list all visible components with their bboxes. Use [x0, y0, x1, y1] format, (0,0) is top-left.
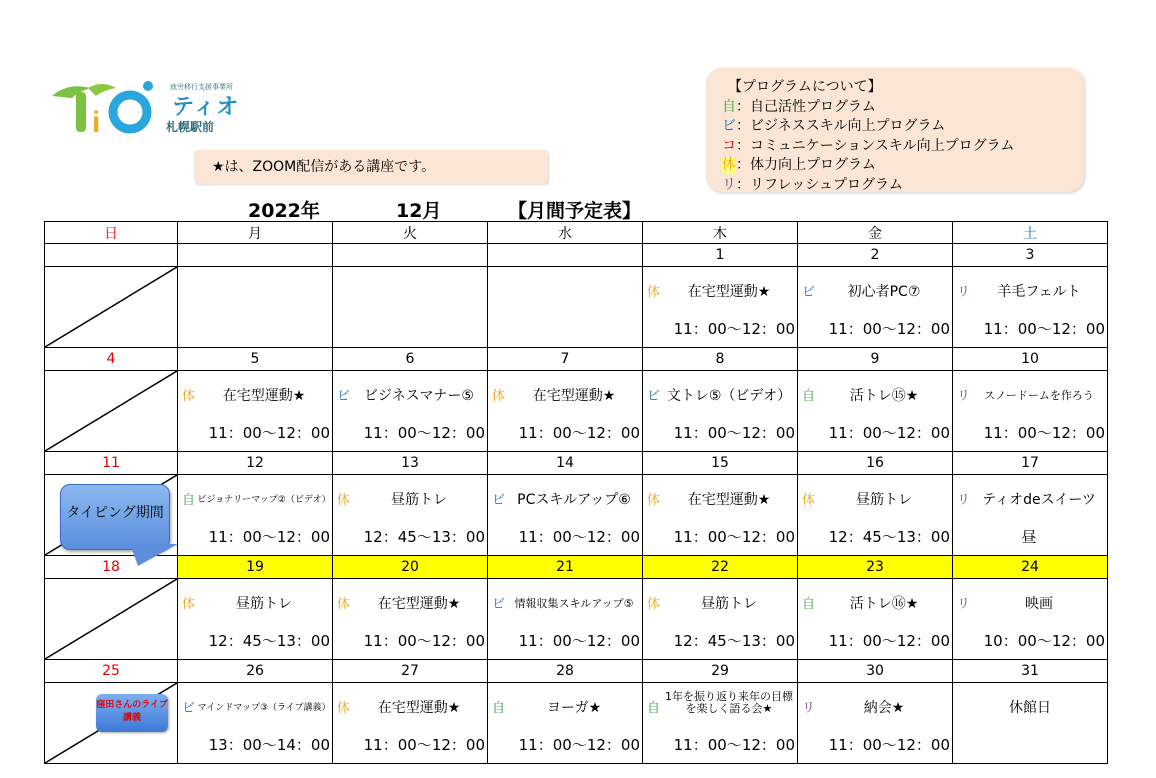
event-category: ビ — [647, 389, 661, 404]
event-row — [45, 371, 1108, 452]
diagonal-slash — [45, 579, 177, 659]
event-cell — [953, 267, 1108, 348]
event — [798, 267, 952, 347]
date-cell: 23 — [798, 556, 953, 579]
event-category: ビ — [182, 701, 196, 716]
event-category: 体 — [182, 389, 196, 404]
date-cell: 9 — [798, 348, 953, 371]
date-cell: 7 — [488, 348, 643, 371]
callout-tail — [130, 544, 178, 566]
date-cell: 30 — [798, 660, 953, 683]
event — [178, 579, 332, 659]
date-cell: 10 — [953, 348, 1108, 371]
weekday-header: 金 — [798, 222, 953, 244]
legend-label: ：リフレッシュプログラム — [736, 176, 903, 193]
event-cell — [798, 371, 953, 452]
event — [798, 371, 952, 451]
sunday-closed-cell — [45, 371, 178, 452]
event-name: 情報収集スキルアップ⑤ — [514, 597, 634, 610]
date-cell: 13 — [333, 452, 488, 475]
date-cell: 1 — [643, 244, 798, 267]
event-cell — [178, 579, 333, 660]
event-name: 文トレ⑤（ビデオ） — [666, 388, 792, 404]
event-time: 11：00～12：00 — [673, 320, 795, 338]
event — [643, 267, 797, 347]
event — [333, 371, 487, 451]
legend-key: 体 — [722, 157, 736, 173]
date-cell — [333, 244, 488, 267]
event-time: 11：00～12：00 — [983, 320, 1105, 338]
event-cell — [178, 371, 333, 452]
legend-label: ：ビジネススキル向上プログラム — [736, 118, 946, 134]
legend-item — [722, 156, 1084, 176]
event — [643, 579, 797, 659]
event-name: ビジネスマナー⑤ — [364, 388, 474, 404]
event-name: 活トレ⑯★ — [849, 596, 919, 612]
date-cell: 27 — [333, 660, 488, 683]
logo-subtext: 就労移行支援事業所 — [170, 83, 233, 91]
event-category: リ — [957, 493, 971, 508]
date-cell: 4 — [45, 348, 178, 371]
diagonal-slash — [45, 267, 177, 347]
sunday-closed-cell — [45, 267, 178, 348]
event-name: 休館日 — [1009, 700, 1051, 716]
event-cell — [488, 371, 643, 452]
event-row — [45, 683, 1108, 764]
event-name: 在宅型運動★ — [377, 700, 461, 716]
tio-logo-icon — [50, 78, 170, 138]
event-cell — [798, 579, 953, 660]
event-row — [45, 579, 1108, 660]
event-cell — [798, 683, 953, 764]
live-lecture-callout: 窪田さんのライブ講義 — [96, 694, 168, 732]
event-name: 納会★ — [863, 700, 905, 716]
logo-location: 札幌駅前 — [166, 120, 215, 134]
event-name: 1年を振り返り来年の目標を楽しく語る会★ — [665, 690, 793, 715]
date-cell: 11 — [45, 452, 178, 475]
event-cell — [488, 683, 643, 764]
event-time: 11：00～12：00 — [208, 424, 330, 442]
date-row — [45, 660, 1108, 683]
event-time: 12：45～13：00 — [363, 528, 485, 546]
legend-item — [722, 98, 1084, 118]
event-category: 自 — [802, 389, 816, 404]
event — [643, 371, 797, 451]
date-cell: 15 — [643, 452, 798, 475]
logo — [50, 78, 250, 140]
event-name: 昼筋トレ — [856, 492, 912, 508]
date-cell: 16 — [798, 452, 953, 475]
diagonal-slash — [45, 371, 177, 451]
event-name: マインドマップ③（ライブ講義） — [197, 703, 331, 713]
legend-item — [722, 176, 1084, 196]
event-time: 12：45～13：00 — [828, 528, 950, 546]
event-name: PCスキルアップ⑥ — [517, 492, 631, 508]
event-cell — [333, 371, 488, 452]
event — [953, 267, 1107, 347]
event-time: 昼 — [1021, 528, 1037, 546]
event-name: 在宅型運動★ — [222, 388, 306, 404]
event-cell — [798, 475, 953, 556]
date-cell — [178, 244, 333, 267]
event-time: 11：00～12：00 — [828, 632, 950, 650]
weekday-header: 木 — [643, 222, 798, 244]
weekday-header: 火 — [333, 222, 488, 244]
event-category: 体 — [337, 493, 351, 508]
event-category: 体 — [337, 701, 351, 716]
event-row — [45, 475, 1108, 556]
event — [488, 475, 642, 555]
event-category: 体 — [647, 493, 661, 508]
legend-key: ビ — [722, 118, 736, 134]
calendar-title — [0, 196, 1156, 222]
weekday-header: 水 — [488, 222, 643, 244]
event-category: ビ — [802, 285, 816, 300]
event-cell — [178, 475, 333, 556]
event-time: 11：00～12：00 — [363, 736, 485, 754]
event-name: 昼筋トレ — [391, 492, 447, 508]
event-category: ビ — [337, 389, 351, 404]
title-label: 【月間予定表】 — [508, 200, 642, 222]
event — [333, 579, 487, 659]
event-category: 自 — [492, 701, 506, 716]
sunday-closed-cell — [45, 579, 178, 660]
date-cell: 22 — [643, 556, 798, 579]
event-category: 体 — [647, 597, 661, 612]
date-cell: 19 — [178, 556, 333, 579]
monthly-calendar — [44, 221, 1108, 764]
event-time: 11：00～12：00 — [518, 528, 640, 546]
title-month: 12月 — [396, 200, 442, 222]
event-name: 在宅型運動★ — [687, 492, 771, 508]
event-name: 在宅型運動★ — [532, 388, 616, 404]
event — [953, 475, 1107, 555]
date-cell: 21 — [488, 556, 643, 579]
event — [953, 371, 1107, 451]
date-cell: 6 — [333, 348, 488, 371]
typing-period-callout: タイピング期間 — [60, 484, 170, 550]
event-time: 12：45～13：00 — [208, 632, 330, 650]
event-time: 11：00～12：00 — [518, 632, 640, 650]
event-category: ビ — [492, 597, 506, 612]
svg-text:i: i — [92, 106, 101, 138]
event-cell — [178, 267, 333, 348]
date-cell: 2 — [798, 244, 953, 267]
date-row — [45, 244, 1108, 267]
event — [333, 475, 487, 555]
program-legend — [706, 68, 1084, 192]
date-cell: 17 — [953, 452, 1108, 475]
event-time: 11：00～12：00 — [828, 320, 950, 338]
event-cell — [488, 579, 643, 660]
event-time: 11：00～12：00 — [518, 424, 640, 442]
date-cell: 18 — [45, 556, 178, 579]
title-year: 2022年 — [248, 200, 320, 222]
event-time: 11：00～12：00 — [208, 528, 330, 546]
event-cell — [953, 683, 1108, 764]
event-cell — [488, 267, 643, 348]
event — [643, 683, 797, 763]
event-category: 自 — [647, 701, 661, 716]
date-cell: 5 — [178, 348, 333, 371]
event-cell — [953, 371, 1108, 452]
event-cell — [953, 579, 1108, 660]
event-row — [45, 267, 1108, 348]
weekday-header: 日 — [45, 222, 178, 244]
weekday-header: 月 — [178, 222, 333, 244]
event-cell — [643, 371, 798, 452]
date-cell: 8 — [643, 348, 798, 371]
event-category: リ — [802, 701, 816, 716]
event — [333, 683, 487, 763]
event-cell — [333, 579, 488, 660]
legend-title: 【プログラムについて】 — [728, 79, 882, 95]
event — [488, 371, 642, 451]
event-time: 13：00～14：00 — [208, 736, 330, 754]
date-cell: 25 — [45, 660, 178, 683]
legend-label: ：コミュニケーションスキル向上プログラム — [736, 137, 1015, 154]
event-time: 11：00～12：00 — [363, 424, 485, 442]
date-cell — [488, 244, 643, 267]
logo-name: ティオ — [172, 95, 240, 120]
event — [798, 579, 952, 659]
date-cell: 14 — [488, 452, 643, 475]
event-time: 11：00～12：00 — [673, 528, 795, 546]
date-row — [45, 556, 1108, 579]
event — [178, 371, 332, 451]
event-category: 体 — [647, 285, 661, 300]
zoom-note: ★は、ZOOM配信がある講座です。 — [194, 150, 548, 184]
legend-item — [722, 117, 1084, 137]
event-category: リ — [957, 285, 971, 300]
event-time: 11：00～12：00 — [673, 736, 795, 754]
event-name: ビジョナリーマップ②（ビデオ） — [197, 495, 331, 505]
event-time: 11：00～12：00 — [983, 424, 1105, 442]
event — [178, 683, 332, 763]
event — [178, 475, 332, 555]
event-name: ヨーガ★ — [546, 700, 602, 716]
event-cell — [953, 475, 1108, 556]
date-row — [45, 348, 1108, 371]
event — [488, 683, 642, 763]
event-cell — [333, 475, 488, 556]
event — [798, 475, 952, 555]
event-time: 11：00～12：00 — [673, 424, 795, 442]
event — [798, 683, 952, 763]
event-category: 体 — [337, 597, 351, 612]
event — [953, 683, 1107, 763]
event-name: 在宅型運動★ — [687, 284, 771, 300]
event-category: リ — [957, 597, 971, 612]
event-name: 活トレ⑮★ — [849, 388, 919, 404]
event-time: 11：00～12：00 — [518, 736, 640, 754]
legend-key: 自 — [722, 98, 736, 115]
date-cell: 28 — [488, 660, 643, 683]
event-cell — [333, 267, 488, 348]
event-time: 11：00～12：00 — [828, 424, 950, 442]
date-cell: 24 — [953, 556, 1108, 579]
event-category: 体 — [802, 493, 816, 508]
event-cell — [643, 475, 798, 556]
event-cell — [643, 267, 798, 348]
date-cell: 31 — [953, 660, 1108, 683]
legend-key: コ — [722, 137, 736, 154]
date-cell: 26 — [178, 660, 333, 683]
date-cell: 12 — [178, 452, 333, 475]
event-cell — [643, 683, 798, 764]
legend-item — [722, 137, 1084, 157]
legend-label: ：自己活性プログラム — [736, 98, 876, 115]
event-time: 11：00～12：00 — [363, 632, 485, 650]
event-cell — [178, 683, 333, 764]
date-cell — [45, 244, 178, 267]
event-name: 初心者PC⑦ — [847, 284, 921, 300]
event-cell — [488, 475, 643, 556]
event-category: 体 — [492, 389, 506, 404]
event-name: 昼筋トレ — [236, 596, 292, 612]
event-name: 在宅型運動★ — [377, 596, 461, 612]
event-name: 映画 — [1025, 596, 1053, 612]
event-category: リ — [957, 389, 971, 404]
legend-key: リ — [722, 176, 736, 193]
legend-label: ：体力向上プログラム — [736, 157, 876, 173]
event-name: 昼筋トレ — [701, 596, 757, 612]
event-cell — [643, 579, 798, 660]
event-category: 体 — [182, 597, 196, 612]
event-name: 羊毛フェルト — [997, 284, 1081, 300]
event-time: 12：45～13：00 — [673, 632, 795, 650]
date-row — [45, 452, 1108, 475]
weekday-header: 土 — [953, 222, 1108, 244]
event — [953, 579, 1107, 659]
event-category: 自 — [802, 597, 816, 612]
event-time: 11：00～12：00 — [828, 736, 950, 754]
event-name: スノードームを作ろう — [984, 389, 1094, 402]
event — [488, 579, 642, 659]
weekday-header-row — [45, 222, 1108, 244]
date-cell: 3 — [953, 244, 1108, 267]
event-time: 10：00～12：00 — [983, 632, 1105, 650]
event-cell — [798, 267, 953, 348]
event-name: ティオdeスイーツ — [982, 492, 1096, 508]
event — [643, 475, 797, 555]
date-cell: 29 — [643, 660, 798, 683]
event-category: 自 — [182, 493, 196, 508]
event-cell — [333, 683, 488, 764]
date-cell: 20 — [333, 556, 488, 579]
event-category: ビ — [492, 493, 506, 508]
